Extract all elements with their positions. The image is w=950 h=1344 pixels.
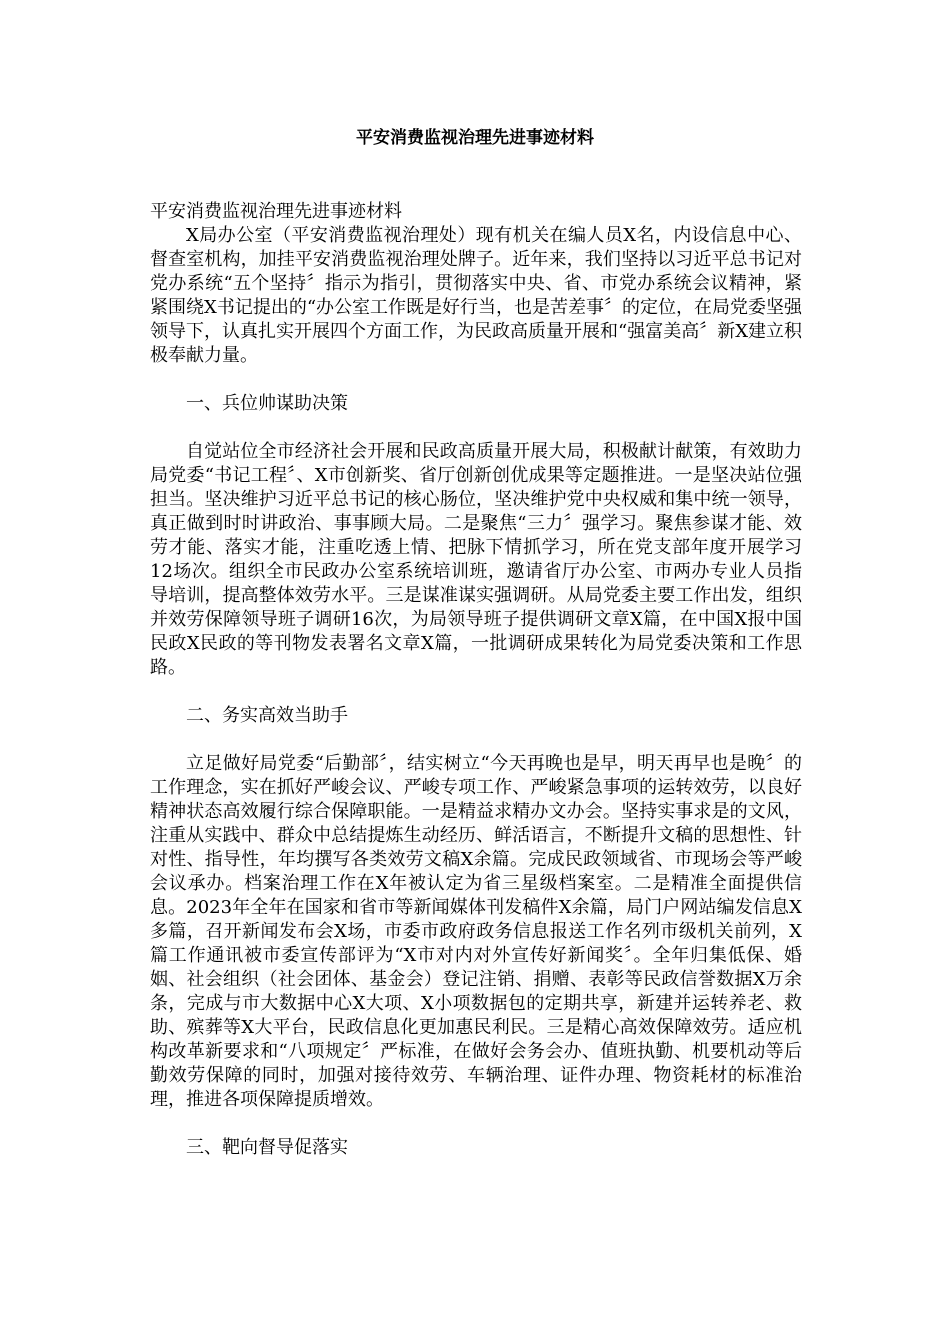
document-body — [150, 200, 802, 1160]
document-subtitle: 平安消费监视治理先进事迹材料 — [150, 201, 402, 222]
section-body-2: 立足做好局党委“后勤部〞，结实树立“今天再晚也是早，明天再早也是晚〞的工作理念，实在抓好严峻会议、严峻专项工作、严峻紧急事项的运转效劳，以良好精神状态高效履行综合保障职能。一是精益求精办文办会。坚持实事求是的文风，注重从实践中、群众中总结提炼生动经历、鲜活语言，不断提升文稿的思想性、针对性、指导性，年均撰写各类效劳文稿X余篇。完成民政领域省、市现场会等严峻会议承办。档案治理工作在X年被认定为省三星级档案室。二是精准全面提供信息。2023年全年在国家和省市等新闻媒体刊发稿件X余篇，局门户网站编发信息X多篇，召开新闻发布会X场，市委市政府政务信息报送工作名列市级机关前列，X篇工作通讯被市委宣传部评为“X市对内对外宣传好新闻奖〞。全年归集低保、婚姻、社会组织（社会团体、基金会）登记注销、捐赠、表彰等民政信誉数据X万余条，完成与市大数据中心X大项、X小项数据包的定期共享，新建并运转养老、救助、殡葬等X大平台，民政信息化更加惠民利民。三是精心高效保障效劳。适应机构改革新要求和“八项规定〞严标准，在做好会务会办、值班执勤、机要机动等后勤效劳保障的同时，加强对接待效劳、车辆治理、证件办理、物资耗材的标准治理，推进各项保障提质增效。 — [150, 753, 802, 1110]
section-heading-2: 二、务实高效当助手 — [186, 705, 348, 726]
document-title: 平安消费监视治理先进事迹材料 — [356, 128, 594, 148]
section-body-1: 自觉站位全市经济社会开展和民政高质量开展大局，积极献计献策，有效助力局党委“书记工程〞、X市创新奖、省厅创新创优成果等定题推进。一是坚决站位强担当。坚决维护习近平总书记的核心肠位，坚决维护党中央权威和集中统一领导，真正做到时时讲政治、事事顾大局。二是聚焦“三力〞强学习。聚焦参谋才能、效劳才能、落实才能，注重吃透上情、把脉下情抓学习，所在党支部年度开展学习12场次。组织全市民政办公室系统培训班，邀请省厅办公室、市两办专业人员指导培训，提高整体效劳水平。三是谋准谋实强调研。从局党委主要工作出发，组织并效劳保障领导班子调研16次，为局领导班子提供调研文章X篇，在中国X报中国民政X民政的等刊物发表署名文章X篇，一批调研成果转化为局党委决策和工作思路。 — [150, 441, 802, 678]
section-heading-1: 一、兵位帅谋助决策 — [186, 393, 348, 414]
section-heading-3: 三、靶向督导促落实 — [186, 1137, 348, 1158]
intro-paragraph: X局办公室（平安消费监视治理处）现有机关在编人员X名，内设信息中心、督查室机构，加挂平安消费监视治理处牌子。近年来，我们坚持以习近平总书记对党办系统“五个坚持〞指示为指引，贯彻落实中央、省、市党办系统会议精神，紧紧围绕X书记提出的“办公室工作既是好行当，也是苦差事〞的定位，在局党委坚强领导下，认真扎实开展四个方面工作，为民政高质量开展和“强富美高〞新X建立积极奉献力量。 — [150, 225, 803, 366]
